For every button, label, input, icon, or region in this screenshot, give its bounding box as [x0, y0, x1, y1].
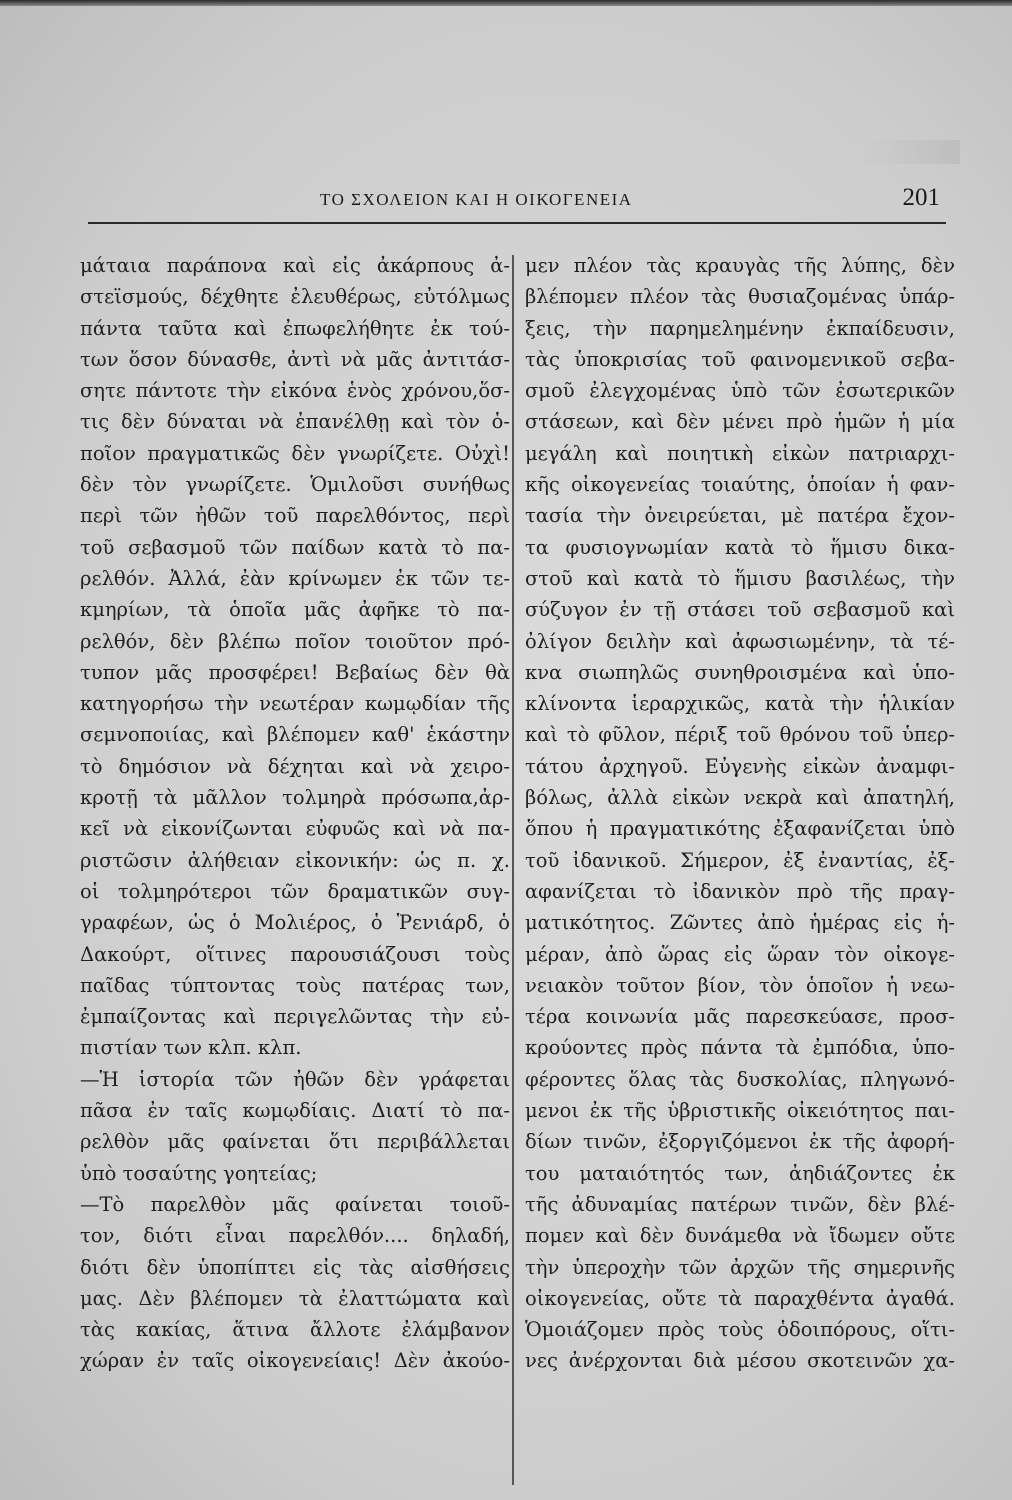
text-line: αφανίζεται τὸ ἰδανικὸν πρὸ τῆς πραγ-: [525, 879, 955, 903]
header-rule: [88, 222, 946, 224]
text-line: βλέπομεν πλέον τὰς θυσιαζομένας ὑπάρ-: [525, 285, 955, 309]
text-line: τῆς ἀδυναμίας πατέρων τινῶν, δὲν βλέ-: [525, 1192, 955, 1216]
text-line: των ὅσον δύνασθε, ἀντὶ νὰ μᾶς ἀντιτάσ-: [80, 347, 510, 371]
text-line: κῆς οἰκογενείας τοιαύτης, ὁποίαν ἡ φαν-: [525, 473, 955, 497]
text-line: δὲν τὸν γνωρίζετε. Ὁμιλοῦσι συνήθως: [80, 473, 510, 497]
text-line: ρελθὸν μᾶς φαίνεται ὅτι περιβάλλεται: [80, 1130, 510, 1154]
text-line: Ὁμοιάζομεν πρὸς τοὺς ὁδοιπόρους, οἵτι-: [525, 1318, 955, 1342]
text-line: πάντα ταῦτα καὶ ἐπωφελήθητε ἐκ τού-: [80, 316, 510, 340]
text-line: χώραν ἐν ταῖς οἰκογενείαις! Δὲν ἀκούο-: [80, 1349, 510, 1373]
text-line: ἐμπαίζοντας καὶ περιγελῶντας τὴν εὐ-: [80, 1005, 510, 1029]
text-line: πᾶσα ἐν ταῖς κωμῳδίαις. Διατί τὸ πα-: [80, 1099, 510, 1123]
text-line: μεγάλη καὶ ποιητικὴ εἰκὼν πατριαρχι-: [525, 441, 955, 465]
text-line: μας. Δὲν βλέπομεν τὰ ἐλαττώματα καὶ: [80, 1286, 510, 1310]
text-line: κμηρίων, τὰ ὁποῖα μᾶς ἀφῆκε τὸ πα-: [80, 598, 510, 622]
text-line: παῖδας τύπτοντας τοὺς πατέρας των,: [80, 973, 510, 997]
page-number: 201: [902, 184, 940, 211]
text-line: κεῖ νὰ εἰκονίζωνται εὐφυῶς καὶ νὰ πα-: [80, 817, 510, 841]
text-line: κροτῇ τὰ μᾶλλον τολμηρὰ πρόσωπα,ἀρ-: [80, 786, 510, 810]
text-line: μεν πλέον τὰς κραυγὰς τῆς λύπης, δὲν: [525, 254, 955, 277]
text-line: σεμνοποιίας, καὶ βλέπομεν καθ' ἑκάστην: [80, 723, 510, 747]
text-line: του ματαιότητός των, ἀηδιάζοντες ἐκ: [525, 1161, 955, 1185]
text-line: τασία τὴν ὀνειρεύεται, μὲ πατέρα ἔχον-: [525, 504, 955, 528]
right-column: [525, 250, 955, 1377]
text-line: δίων τινῶν, ἐξοργιζόμενοι ἐκ τῆς ἀφορή-: [525, 1130, 955, 1154]
text-line: τὸ δημόσιον νὰ δέχηται καὶ νὰ χειρο-: [80, 754, 510, 778]
text-line: τον, διότι εἶναι παρελθόν.... δηλαδή,: [80, 1224, 510, 1248]
text-line: ματικότητος. Ζῶντες ἀπὸ ἡμέρας εἰς ἡ-: [525, 911, 955, 935]
text-line: σμοῦ ἐλεγχομένας ὑπὸ τῶν ἐσωτερικῶν: [525, 379, 955, 403]
bleed-through-smudge: [860, 140, 960, 164]
text-line: κνα σιωπηλῶς συνηθροισμένα καὶ ὑπο-: [525, 660, 955, 684]
text-line: τυπον μᾶς προσφέρει! Βεβαίως δὲν θὰ: [80, 660, 510, 684]
text-line: μέραν, ἀπὸ ὥρας εἰς ὥραν τὸν οἰκογε-: [525, 942, 955, 966]
text-line: οἱ τολμηρότεροι τῶν δραματικῶν συγ-: [80, 879, 510, 903]
text-line: στεϊσμούς, δέχθητε ἐλευθέρως, εὐτόλμως: [80, 285, 510, 309]
text-line: ξεις, τὴν παρημελημένην ἐκπαίδευσιν,: [525, 316, 955, 340]
text-line: μάταια παράπονα καὶ εἰς ἀκάρπους ἀ-: [80, 254, 510, 277]
left-column: [80, 250, 510, 1377]
text-line: γραφέων, ὡς ὁ Μολιέρος, ὁ Ῥενιάρδ, ὁ: [80, 911, 510, 935]
text-line: νες ἀνέρχονται διὰ μέσου σκοτεινῶν χα-: [525, 1349, 955, 1373]
text-line: στοῦ καὶ κατὰ τὸ ἥμισυ βασιλέως, τὴν: [525, 566, 955, 590]
text-line: ριστῶσιν ἀλήθειαν εἰκονικήν: ὡς π. χ.: [80, 848, 510, 872]
text-line: ρελθόν. Ἀλλά, ἐὰν κρίνωμεν ἐκ τῶν τε-: [80, 566, 510, 590]
text-line: τοῦ ἰδανικοῦ. Σήμερον, ἐξ ἐναντίας, ἐξ-: [525, 848, 955, 872]
text-line: πιστίαν των κλπ. κλπ.: [80, 1036, 302, 1060]
column-divider: [512, 255, 514, 1485]
text-line: καὶ τὸ φῦλον, πέριξ τοῦ θρόνου τοῦ ὑπερ-: [525, 723, 955, 747]
text-line: τὰς κακίας, ἅτινα ἄλλοτε ἐλάμβανον: [80, 1318, 510, 1342]
text-line: ὀλίγον δειλὴν καὶ ἀφωσιωμένην, τὰ τέ-: [525, 629, 955, 653]
header-title: ΤΟ ΣΧΟΛΕΙΟΝ ΚΑΙ Η ΟΙΚΟΓΕΝΕΙΑ: [320, 190, 633, 209]
text-line: ὅπου ἡ πραγματικότης ἐξαφανίζεται ὑπὸ: [525, 817, 955, 841]
text-line: στάσεων, καὶ δὲν μένει πρὸ ἡμῶν ἡ μία: [525, 410, 955, 434]
text-line: ποῖον πραγματικῶς δὲν γνωρίζετε. Οὐχὶ!: [80, 441, 510, 465]
text-line: μενοι ἐκ τῆς ὑβριστικῆς οἰκειότητος παι-: [525, 1099, 955, 1123]
text-line: τάτου ἀρχηγοῦ. Εὐγενὴς εἰκὼν ἀναμφι-: [525, 754, 955, 778]
text-line: Δακούρτ, οἵτινες παρουσιάζουσι τοὺς: [80, 942, 510, 966]
text-line: τις δὲν δύναται νὰ ἐπανέλθῃ καὶ τὸν ὁ-: [80, 410, 510, 434]
text-line: —Τὸ παρελθὸν μᾶς φαίνεται τοιοῦ-: [80, 1192, 510, 1216]
text-line: σύζυγον ἐν τῇ στάσει τοῦ σεβασμοῦ καὶ: [525, 598, 955, 622]
text-line: τὰς ὑποκρισίας τοῦ φαινομενικοῦ σεβα-: [525, 347, 955, 371]
text-line: οἰκογενείας, οὔτε τὰ παραχθέντα ἀγαθά.: [525, 1286, 955, 1310]
text-line: —Ἡ ἱστορία τῶν ἠθῶν δὲν γράφεται: [80, 1067, 510, 1091]
text-line: κλίνοντα ἱεραρχικῶς, κατὰ τὴν ἡλικίαν: [525, 692, 955, 716]
text-line: τοῦ σεβασμοῦ τῶν παίδων κατὰ τὸ πα-: [80, 535, 510, 559]
text-line: διότι δὲν ὑποπίπτει εἰς τὰς αἰσθήσεις: [80, 1255, 510, 1279]
text-line: κρούοντες πρὸς πάντα τὰ ἐμπόδια, ὑπο-: [525, 1036, 955, 1060]
text-line: πομεν καὶ δὲν δυνάμεθα νὰ ἴδωμεν οὔτε: [525, 1224, 955, 1248]
text-line: περὶ τῶν ἠθῶν τοῦ παρελθόντος, περὶ: [80, 504, 510, 528]
text-line: βόλως, ἀλλὰ εἰκὼν νεκρὰ καὶ ἀπατηλή,: [525, 786, 955, 810]
scan-top-edge: [0, 0, 1012, 6]
text-line: νειακὸν τοῦτον βίον, τὸν ὁποῖον ἡ νεω-: [525, 973, 955, 997]
running-header: [90, 180, 946, 222]
text-line: κατηγορήσω τὴν νεωτέραν κωμῳδίαν τῆς: [80, 692, 510, 716]
text-line: σητε πάντοτε τὴν εἰκόνα ἑνὸς χρόνου,ὅσ-: [80, 379, 510, 403]
text-line: τὴν ὑπεροχὴν τῶν ἀρχῶν τῆς σημερινῆς: [525, 1255, 955, 1279]
text-line: ὑπὸ τοσαύτης γοητείας;: [80, 1161, 318, 1185]
text-line: φέροντες ὅλας τὰς δυσκολίας, πληγωνό-: [525, 1067, 955, 1091]
text-line: τα φυσιογνωμίαν κατὰ τὸ ἥμισυ δικα-: [525, 535, 955, 559]
text-line: ρελθόν, δὲν βλέπω ποῖον τοιοῦτον πρό-: [80, 629, 510, 653]
text-line: τέρα κοινωνία μᾶς παρεσκεύασε, προσ-: [525, 1005, 955, 1029]
